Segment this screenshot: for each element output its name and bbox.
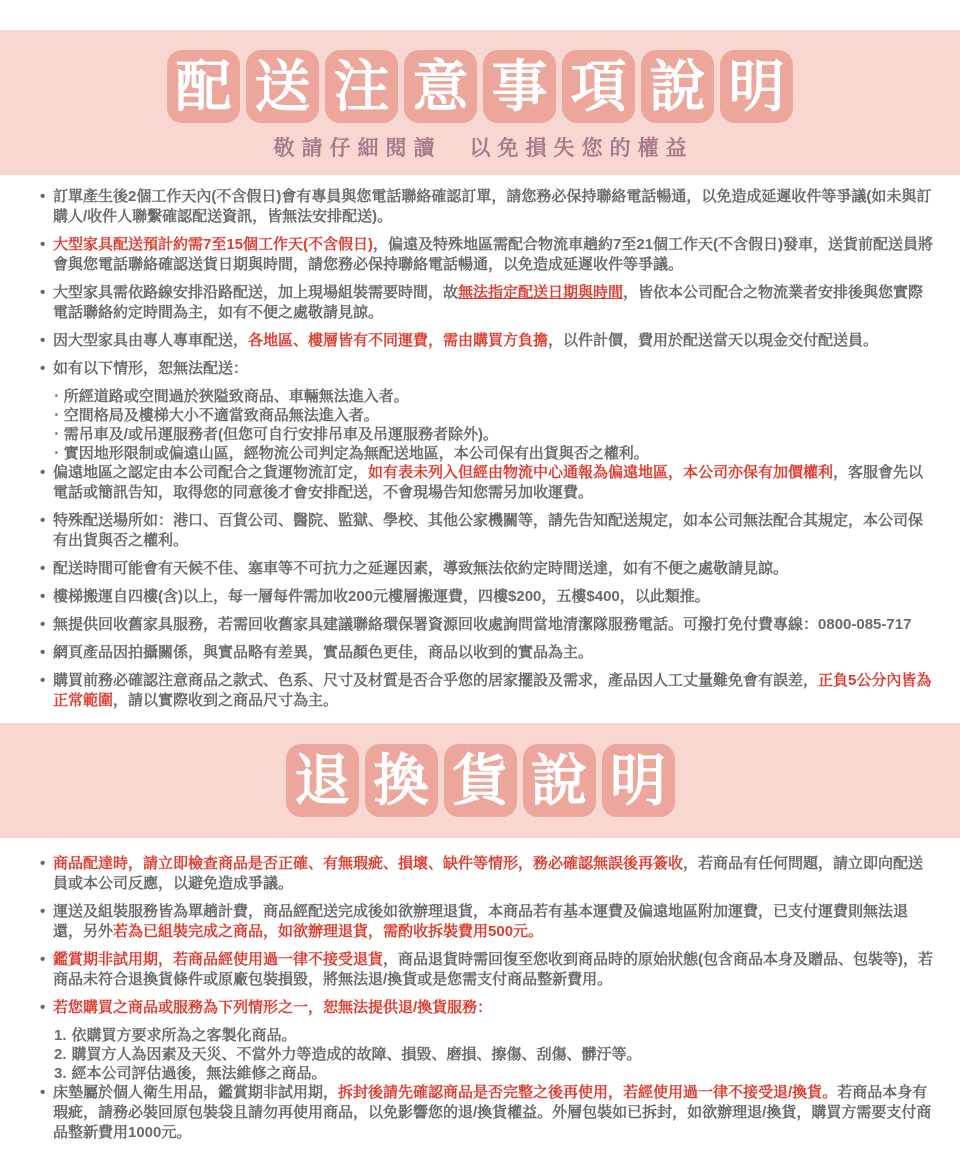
- subitem-text: 依購買方要求所為之客製化商品。: [71, 1027, 297, 1044]
- notice-subitem: [40, 444, 935, 463]
- bullet-marker: •: [40, 512, 46, 529]
- subitem-marker: 1.: [54, 1027, 67, 1044]
- notice-item: [40, 587, 935, 607]
- notice-item: [40, 359, 935, 379]
- return-policy-title: [0, 744, 960, 817]
- bullet-marker: •: [40, 855, 46, 872]
- bullet-marker: •: [40, 560, 46, 577]
- subitem-marker: ‧: [54, 426, 59, 443]
- subitem-text: 需吊車及/或吊運服務者(但您可自行安排吊車及吊運服務者除外)。: [63, 426, 498, 443]
- title-char-tile: 說: [523, 744, 596, 817]
- notice-subitem: [40, 387, 935, 406]
- bullet-marker: •: [40, 999, 46, 1016]
- notice-text: 網頁產品因拍攝關係，與實品略有差異，實品顏色更佳，商品以收到的實品為主。: [53, 644, 594, 661]
- title-char-tile: 事: [483, 50, 556, 123]
- notice-item: [40, 902, 935, 942]
- title-char-tile: 明: [602, 744, 675, 817]
- notice-text: 樓梯搬運自四樓(含)以上，每一層每件需加收200元樓層搬運費，四樓$200，五樓$400，以此類推。: [53, 588, 710, 605]
- bullet-marker: •: [40, 672, 46, 689]
- notice-item: [40, 283, 935, 323]
- notice-subitem: [40, 1026, 935, 1045]
- bullet-marker: •: [40, 644, 46, 661]
- subitem-marker: 2.: [54, 1046, 67, 1063]
- subitem-text: 購買方人為因素及天災、不當外力等造成的故障、損毀、磨損、擦傷、刮傷、髒汙等。: [71, 1046, 642, 1063]
- notice-text: 配送時間可能會有天候不佳、塞車等不可抗力之延遲因素，導致無法依約定時間送達，如有不便之處敬請見諒。: [53, 560, 789, 577]
- return-policy-list: [0, 838, 960, 1155]
- notice-item: [40, 187, 935, 227]
- bullet-marker: •: [40, 332, 46, 349]
- notice-item: [40, 463, 935, 503]
- title-char-tile: 注: [325, 50, 398, 123]
- notice-item: [40, 950, 935, 990]
- subitem-marker: ‧: [54, 445, 59, 462]
- notice-item: [40, 235, 935, 275]
- notice-item: [40, 511, 935, 551]
- notice-item: [40, 331, 935, 351]
- notice-item: [40, 1083, 935, 1143]
- notice-text: 床墊屬於個人衛生用品，鑑賞期非試用期，拆封後請先確認商品是否完整之後再使用，若經使用過一律不接受退/換貨。若商品本身有瑕疵，請務必裝回原包裝袋且請勿再使用商品，以免影響您的退/換貨權益。外層包裝如已拆封，如欲辦理退/換貨，購買方需要支付商品整新費用1000元。: [53, 1084, 932, 1141]
- notice-item: [40, 998, 935, 1018]
- delivery-notes-list: [0, 175, 960, 723]
- notice-text: 如有以下情形，恕無法配送：: [53, 360, 249, 377]
- title-char-tile: 明: [720, 50, 793, 123]
- bullet-marker: •: [40, 1084, 46, 1101]
- notice-text: 特殊配送場所如：港口、百貨公司、醫院、監獄、學校、其他公家機關等，請先告知配送規定，如本公司無法配合其規定，本公司保有出貨與否之權利。: [53, 512, 924, 549]
- bullet-marker: •: [40, 284, 46, 301]
- bullet-marker: •: [40, 236, 46, 253]
- notice-item: [40, 854, 935, 894]
- delivery-notice-header: [0, 30, 960, 175]
- notice-text: 訂單產生後2個工作天內(不含假日)會有專員與您電話聯絡確認訂單，請您務必保持聯絡電話暢通，以免造成延遲收件等爭議(如未與訂購人/收件人聯繫確認配送資訊，皆無法安排配送)。: [53, 188, 932, 225]
- notice-text: 大型家具需依路線安排沿路配送，加上現場組裝需要時間，故無法指定配送日期與時間，皆依本公司配合之物流業者安排後與您實際電話聯絡約定時間為主，如有不便之處敬請見諒。: [53, 284, 924, 321]
- bullet-marker: •: [40, 360, 46, 377]
- notice-text: 因大型家具由專人專車配送，各地區、樓層皆有不同運費，需由購買方負擔，以件計價，費用於配送當天以現金交付配送員。: [53, 332, 879, 349]
- subitem-text: 實因地形限制或偏遠山區，經物流公司判定為無配送地區，本公司保有出貨與否之權利。: [63, 445, 649, 462]
- notice-item: [40, 671, 935, 711]
- notice-text: 鑑賞期非試用期，若商品經使用過一律不接受退貨，商品退貨時需回復至您收到商品時的原始狀態(包含商品本身及贈品、包裝等)，若商品未符合退換貨條件或原廠包裝損毀，將無法退/換貨或是您需支付商品整新費用。: [53, 951, 934, 988]
- bullet-marker: •: [40, 588, 46, 605]
- title-char-tile: 換: [365, 744, 438, 817]
- subitem-marker: ‧: [54, 388, 59, 405]
- notice-text: 商品配達時，請立即檢查商品是否正確、有無瑕疵、損壞、缺件等情形，務必確認無誤後再簽收，若商品有任何問題，請立即向配送員或本公司反應，以避免造成爭議。: [53, 855, 924, 892]
- bullet-marker: •: [40, 903, 46, 920]
- bullet-marker: •: [40, 188, 46, 205]
- title-char-tile: 退: [286, 744, 359, 817]
- title-char-tile: 意: [404, 50, 477, 123]
- notice-item: [40, 643, 935, 663]
- notice-text: 若您購買之商品或服務為下列情形之一，恕無法提供退/換貨服務：: [53, 999, 493, 1016]
- title-char-tile: 送: [246, 50, 319, 123]
- subitem-text: 空間格局及樓梯大小不適當致商品無法進入者。: [63, 407, 379, 424]
- title-char-tile: 配: [167, 50, 240, 123]
- subitem-marker: 3.: [54, 1065, 67, 1082]
- title-char-tile: 貨: [444, 744, 517, 817]
- subitem-marker: ‧: [54, 407, 59, 424]
- notice-item: [40, 615, 935, 635]
- title-char-tile: 說: [641, 50, 714, 123]
- notice-text: 購買前務必確認注意商品之款式、色系、尺寸及材質是否合乎您的居家擺設及需求，產品因人工丈量難免會有誤差，正負5公分內皆為正常範圍，請以實際收到之商品尺寸為主。: [53, 672, 932, 709]
- subitem-text: 經本公司評估過後，無法維修之商品。: [71, 1065, 327, 1082]
- subitem-text: 所經道路或空間過於狹隘致商品、車輛無法進入者。: [63, 388, 409, 405]
- notice-subitem: [40, 406, 935, 425]
- bullet-marker: •: [40, 616, 46, 633]
- notice-text: 無提供回收舊家具服務，若需回收舊家具建議聯絡環保署資源回收處詢問當地清潔隊服務電話。可撥打免付費專線：0800-085-717: [53, 616, 912, 633]
- title-char-tile: 項: [562, 50, 635, 123]
- notice-subitem: [40, 425, 935, 444]
- bullet-marker: •: [40, 464, 46, 481]
- return-policy-header: [0, 723, 960, 838]
- notice-item: [40, 559, 935, 579]
- notice-subitem: [40, 1064, 935, 1083]
- header-subtitle: 敬請仔細閱讀 以免損失您的權益: [273, 137, 694, 160]
- notice-subitem: [40, 1045, 935, 1064]
- bullet-marker: •: [40, 951, 46, 968]
- notice-text: 偏遠地區之認定由本公司配合之貨運物流訂定，如有表未列入但經由物流中心通報為偏遠地區，本公司亦保有加價權利，客服會先以電話或簡訊告知，取得您的同意後才會安排配送，不會現場告知您需另加收運費。: [53, 464, 924, 501]
- delivery-notice-title: [0, 50, 960, 123]
- notice-text: 運送及組裝服務皆為單趟計費，商品經配送完成後如欲辦理退貨，本商品若有基本運費及偏遠地區附加運費，已支付運費則無法退還，另外若為已組裝完成之商品，如欲辦理退貨，需酌收拆裝費用500元。: [53, 903, 909, 940]
- notice-text: 大型家具配送預計約需7至15個工作天(不含假日)，偏遠及特殊地區需配合物流車趟約7至21個工作天(不含假日)發車，送貨前配送員將會與您電話聯絡確認送貨日期與時間，請您務必保持聯絡電話暢通，以免造成延遲收件等爭議。: [53, 236, 934, 273]
